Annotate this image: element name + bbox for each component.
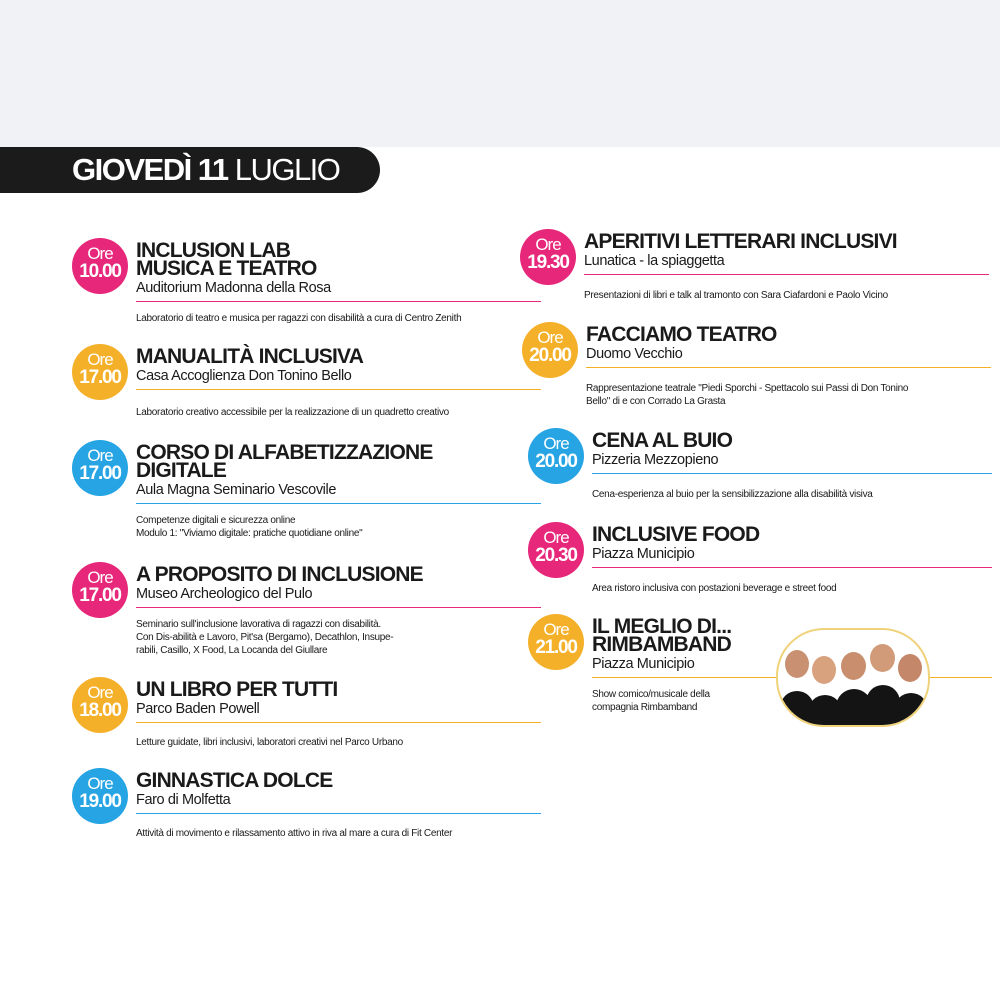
event-title-line: INCLUSION LAB	[136, 239, 291, 262]
event-title	[586, 323, 777, 346]
event-description: Show comico/musicale della compagnia Rimbamband	[592, 689, 710, 713]
time-badge-ore: Ore	[87, 774, 113, 793]
time-badge-ore: Ore	[87, 446, 113, 465]
event-title-line: MUSICA E TEATRO	[136, 257, 317, 280]
time-badge-time: 18.00	[79, 700, 121, 721]
time-badge-time: 20.00	[529, 345, 571, 366]
time-badge-ore: Ore	[537, 328, 563, 347]
event-divider	[136, 813, 541, 814]
time-badge-ore: Ore	[543, 620, 569, 639]
rimbamband-group-photo	[776, 628, 930, 727]
time-badge-time: 20.30	[535, 545, 577, 566]
event-title-line: APERITIVI LETTERARI INCLUSIVI	[584, 230, 897, 253]
event-venue: Museo Archeologico del Pulo	[136, 586, 313, 602]
event-description: Attività di movimento e rilassamento attivo in riva al mare a cura di Fit Center	[136, 828, 453, 839]
event-title-line: CENA AL BUIO	[592, 429, 733, 452]
time-badge	[522, 322, 578, 378]
time-badge	[72, 677, 128, 733]
time-badge-ore: Ore	[87, 244, 113, 263]
time-badge-time: 19.00	[79, 791, 121, 812]
event-item	[72, 344, 557, 451]
event-description: Rappresentazione teatrale "Piedi Sporchi - Spettacolo sui Passi di Don Tonino Bello" di e con Corrado La Grasta	[586, 383, 909, 407]
event-title	[136, 441, 433, 482]
time-badge-time: 17.00	[79, 585, 121, 606]
event-title-line: FACCIAMO TEATRO	[586, 323, 777, 346]
time-badge-ore: Ore	[535, 235, 561, 254]
event-item	[72, 238, 557, 357]
event-divider	[584, 274, 989, 275]
date-header	[72, 150, 339, 190]
event-divider	[136, 503, 541, 504]
event-venue: Parco Baden Powell	[136, 701, 260, 717]
time-badge	[528, 522, 584, 578]
date-day: GIOVEDÌ 11	[72, 152, 228, 187]
event-item	[72, 677, 557, 781]
event-description: Letture guidate, libri inclusivi, laboratori creativi nel Parco Urbano	[136, 737, 403, 748]
time-badge-time: 21.00	[535, 637, 577, 658]
event-divider	[136, 301, 541, 302]
event-title	[136, 678, 338, 701]
performer-body	[894, 693, 928, 725]
time-badge	[520, 229, 576, 285]
event-description: Laboratorio di teatro e musica per ragazzi con disabilità a cura di Centro Zenith	[136, 313, 462, 324]
event-item	[520, 229, 1000, 334]
event-title	[584, 230, 897, 253]
event-divider	[592, 567, 992, 568]
event-title-line: UN LIBRO PER TUTTI	[136, 678, 338, 701]
event-description: Presentazioni di libri e talk al tramonto con Sara Ciafardoni e Paolo Vicino	[584, 290, 888, 301]
event-title	[592, 523, 760, 546]
performer-head	[870, 644, 895, 672]
performer-head	[812, 656, 836, 684]
event-divider	[592, 473, 992, 474]
time-badge	[72, 238, 128, 294]
event-item	[528, 522, 1000, 627]
event-venue: Faro di Molfetta	[136, 792, 231, 808]
time-badge	[72, 562, 128, 618]
performer-head	[898, 654, 922, 682]
event-description: Competenze digitali e sicurezza online Modulo 1: "Viviamo digitale: pratiche quotidiane online"	[136, 515, 363, 539]
event-venue: Duomo Vecchio	[586, 346, 683, 362]
event-title	[136, 769, 333, 792]
event-title-line: DIGITALE	[136, 459, 227, 482]
event-description: Seminario sull'inclusione lavorativa di ragazzi con disabilità. Con Dis-abilità e Lavoro, Pit'sa (Bergamo), Decathlon, Insupe- rabili, Casillo, X Food, La Locanda del Giullare	[136, 619, 394, 656]
top-background-band	[0, 0, 1000, 147]
time-badge-time: 20.00	[535, 451, 577, 472]
performer-head	[841, 652, 866, 680]
event-venue: Lunatica - la spiaggetta	[584, 253, 725, 269]
date-month: LUGLIO	[234, 152, 340, 187]
event-divider	[136, 389, 541, 390]
event-title-line: CORSO DI ALFABETIZZAZIONE	[136, 441, 433, 464]
event-title-line: RIMBAMBAND	[592, 633, 731, 656]
event-venue: Piazza Municipio	[592, 656, 695, 672]
event-title	[136, 563, 423, 586]
event-venue: Piazza Municipio	[592, 546, 695, 562]
event-item	[528, 428, 1000, 533]
event-title	[592, 429, 733, 452]
event-divider	[586, 367, 991, 368]
event-title-line: INCLUSIVE FOOD	[592, 523, 760, 546]
event-item	[72, 768, 557, 872]
event-divider	[136, 607, 541, 608]
time-badge-time: 17.00	[79, 463, 121, 484]
time-badge-ore: Ore	[543, 434, 569, 453]
event-title-line: MANUALITÀ INCLUSIVA	[136, 345, 364, 368]
time-badge	[528, 614, 584, 670]
time-badge	[528, 428, 584, 484]
time-badge-time: 17.00	[79, 367, 121, 388]
performer-head	[785, 650, 809, 678]
event-divider	[136, 722, 541, 723]
event-venue: Auditorium Madonna della Rosa	[136, 280, 331, 296]
event-venue: Casa Accoglienza Don Tonino Bello	[136, 368, 352, 384]
time-badge-ore: Ore	[87, 683, 113, 702]
event-title	[136, 239, 317, 280]
event-item	[72, 562, 557, 663]
time-badge	[72, 440, 128, 496]
event-description: Laboratorio creativo accessibile per la realizzazione di un quadretto creativo	[136, 407, 449, 418]
time-badge-time: 19.30	[527, 252, 569, 273]
event-title	[136, 345, 364, 368]
time-badge-ore: Ore	[87, 568, 113, 587]
event-item	[72, 440, 557, 559]
event-title-line: GINNASTICA DOLCE	[136, 769, 333, 792]
event-venue: Pizzeria Mezzopieno	[592, 452, 719, 468]
time-badge	[72, 344, 128, 400]
event-venue: Aula Magna Seminario Vescovile	[136, 482, 336, 498]
event-description: Cena-esperienza al buio per la sensibilizzazione alla disabilità visiva	[592, 489, 873, 500]
event-title-line: A PROPOSITO DI INCLUSIONE	[136, 563, 423, 586]
time-badge	[72, 768, 128, 824]
time-badge-time: 10.00	[79, 261, 121, 282]
time-badge-ore: Ore	[543, 528, 569, 547]
event-description: Area ristoro inclusiva con postazioni beverage e street food	[592, 583, 837, 594]
event-title-line: IL MEGLIO DI...	[592, 615, 732, 638]
event-title	[592, 615, 732, 656]
time-badge-ore: Ore	[87, 350, 113, 369]
event-item	[522, 322, 1000, 427]
